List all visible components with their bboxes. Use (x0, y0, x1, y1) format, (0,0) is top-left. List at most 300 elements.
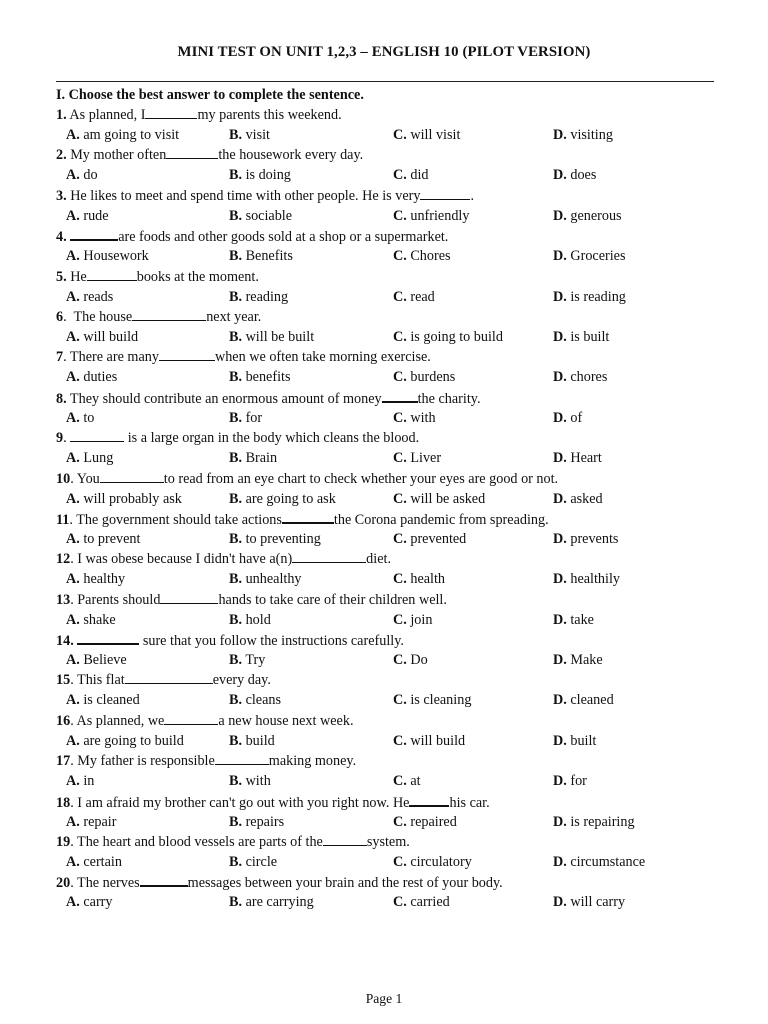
answer-options (56, 893, 736, 913)
question-number: 2. (56, 147, 67, 164)
option-letter: B. (229, 813, 243, 830)
option-text: visiting (570, 127, 613, 143)
option-text: take (570, 611, 594, 628)
question-number: 12 (56, 551, 71, 568)
option-a (66, 449, 113, 468)
question-text-before: . I was obese because I didn't have a(n) (70, 551, 293, 568)
question-stem (56, 873, 736, 893)
option-text: reading (245, 288, 289, 305)
option-d (553, 449, 602, 468)
question-text-before: . You (70, 470, 100, 487)
question-number: 3. (56, 187, 67, 204)
option-letter: A. (66, 409, 80, 426)
option-letter: C. (393, 813, 407, 830)
question-item (56, 793, 736, 833)
answer-options (56, 368, 736, 388)
answer-blank (77, 631, 139, 645)
question-stem (56, 146, 736, 166)
option-letter: D. (553, 207, 567, 224)
option-text: does (570, 167, 597, 184)
option-text: cleans (245, 692, 282, 709)
option-d (553, 409, 582, 428)
option-b (229, 853, 277, 872)
question-number: 5. (56, 268, 67, 285)
option-b (229, 732, 275, 751)
question-text-after: are foods and other goods sold at a shop or a supermarket. (118, 229, 449, 246)
option-text: Believe (83, 652, 127, 669)
answer-options (56, 772, 736, 792)
option-c (393, 207, 469, 226)
question-item (56, 510, 736, 550)
option-letter: D. (553, 409, 567, 426)
option-c (393, 813, 457, 832)
answer-options (56, 490, 736, 510)
question-number: 10 (56, 470, 71, 487)
option-d (553, 893, 625, 912)
question-text-before: . My father is responsible (70, 753, 215, 770)
question-text-after: diet. (366, 551, 391, 568)
option-c (393, 166, 428, 185)
answer-options (56, 126, 736, 146)
page-number: Page 1 (365, 991, 403, 1006)
question-text-before: . There are many (63, 349, 159, 366)
option-c (393, 328, 503, 347)
option-a (66, 247, 149, 266)
option-text: are carrying (245, 894, 314, 911)
option-letter: C. (393, 894, 407, 911)
option-letter: A. (66, 207, 80, 224)
option-text: prevents (570, 530, 619, 547)
option-a (66, 611, 116, 630)
option-letter: D. (553, 732, 567, 749)
option-letter: A. (66, 530, 80, 547)
question-list (56, 106, 736, 914)
question-number: 16 (56, 712, 71, 729)
option-text: at (410, 773, 421, 790)
option-c (393, 288, 435, 307)
option-letter: B. (229, 894, 243, 911)
option-text: repair (83, 813, 117, 830)
question-text-before: . This flat (70, 672, 125, 689)
option-letter: D. (553, 288, 567, 305)
option-c (393, 651, 428, 670)
option-d (553, 570, 620, 589)
option-text: circulatory (410, 854, 472, 871)
option-text: sociable (245, 207, 293, 224)
option-text: of (570, 409, 583, 426)
question-text-after: the charity. (417, 390, 481, 407)
option-d (553, 288, 626, 307)
title-divider (56, 81, 714, 82)
option-text: Groceries (570, 248, 626, 265)
question-text-before: My mother often (66, 147, 167, 164)
option-text: Benefits (245, 248, 293, 265)
option-letter: A. (66, 369, 80, 386)
option-letter: D. (553, 894, 567, 911)
question-stem (56, 187, 736, 207)
option-b (229, 611, 271, 630)
option-text: shake (83, 611, 116, 628)
option-text: cleaned (570, 692, 614, 709)
option-text: unfriendly (410, 207, 470, 224)
option-d (553, 126, 613, 145)
option-a (66, 853, 122, 872)
option-letter: A. (66, 692, 80, 709)
option-text: will visit (410, 127, 461, 143)
option-letter: B. (229, 692, 243, 709)
question-text-before: . The house (63, 308, 133, 325)
option-b (229, 247, 293, 266)
answer-options (56, 166, 736, 186)
option-letter: A. (66, 813, 80, 830)
option-text: read (410, 288, 435, 305)
answer-blank (132, 308, 206, 321)
option-text: in (83, 773, 95, 790)
option-text: build (245, 732, 275, 749)
answer-blank (382, 389, 418, 403)
option-a (66, 691, 140, 710)
option-text: rude (83, 207, 109, 224)
question-number: 14. (56, 633, 74, 650)
question-stem (56, 268, 736, 288)
option-text: is built (570, 328, 610, 345)
answer-blank (140, 873, 188, 887)
option-letter: C. (393, 409, 407, 426)
option-text: do (83, 167, 98, 184)
answer-blank (420, 187, 470, 200)
option-text: will be asked (410, 490, 486, 507)
option-text: chores (570, 369, 608, 386)
question-text-after: a new house next week. (218, 712, 354, 729)
option-b (229, 570, 302, 589)
question-item (56, 470, 736, 510)
question-text-before: . (63, 430, 71, 447)
answer-blank (160, 591, 218, 604)
answer-options (56, 651, 736, 671)
option-letter: B. (229, 167, 243, 184)
option-text: circumstance (570, 854, 646, 871)
option-b (229, 288, 288, 307)
answer-options (56, 853, 736, 873)
option-b (229, 651, 265, 670)
option-b (229, 691, 281, 710)
option-letter: C. (393, 652, 407, 669)
option-text: to (83, 409, 95, 426)
answer-blank (100, 470, 164, 483)
option-text: am going to visit (83, 127, 180, 143)
question-item (56, 429, 736, 469)
option-text: health (410, 571, 446, 588)
question-text-before: . As planned, we (70, 712, 165, 729)
question-item (56, 873, 736, 913)
option-text: is doing (245, 167, 291, 184)
question-item (56, 550, 736, 590)
option-c (393, 409, 436, 428)
option-text: carry (83, 894, 113, 911)
question-text-after: my parents this weekend. (197, 107, 342, 123)
option-c (393, 772, 421, 791)
question-stem (56, 591, 736, 611)
answer-options (56, 328, 736, 348)
option-text: did (410, 167, 429, 184)
option-letter: B. (229, 652, 243, 669)
option-text: visit (245, 127, 271, 143)
answer-blank (159, 348, 215, 361)
option-letter: B. (229, 369, 243, 386)
option-text: generous (570, 207, 622, 224)
answer-blank (164, 712, 218, 725)
question-text-after: to read from an eye chart to check whether your eyes are good or not. (163, 470, 559, 487)
option-text: will carry (570, 894, 626, 911)
question-number: 7 (56, 349, 64, 366)
question-item (56, 187, 736, 227)
option-c (393, 853, 472, 872)
option-letter: A. (66, 167, 80, 184)
option-letter: C. (393, 692, 407, 709)
question-stem (56, 389, 736, 409)
option-a (66, 732, 184, 751)
option-text: are going to ask (245, 490, 336, 507)
option-letter: D. (553, 652, 567, 669)
option-letter: D. (553, 369, 567, 386)
option-b (229, 490, 336, 509)
option-letter: C. (393, 288, 407, 305)
option-letter: B. (229, 571, 243, 588)
option-text: is reading (570, 288, 626, 305)
option-letter: C. (393, 854, 407, 871)
option-letter: D. (553, 490, 567, 507)
option-text: benefits (245, 369, 291, 386)
option-text: duties (83, 369, 118, 386)
option-c (393, 126, 460, 145)
question-item (56, 106, 736, 146)
option-text: is repairing (570, 813, 635, 830)
question-number: 19 (56, 834, 71, 851)
option-c (393, 247, 451, 266)
question-number: 6 (56, 308, 64, 325)
answer-blank (292, 550, 366, 563)
option-text: hold (245, 611, 271, 628)
answer-options (56, 530, 736, 550)
option-text: asked (570, 490, 603, 507)
option-letter: D. (553, 450, 567, 467)
question-stem (56, 752, 736, 772)
option-letter: C. (393, 773, 407, 790)
option-text: circle (245, 854, 278, 871)
option-text: with (245, 773, 271, 790)
option-a (66, 893, 112, 912)
option-c (393, 490, 485, 509)
answer-options (56, 449, 736, 469)
option-letter: A. (66, 652, 80, 669)
question-stem (56, 793, 736, 813)
option-d (553, 368, 607, 387)
option-text: Lung (83, 450, 114, 467)
question-stem (56, 510, 736, 530)
option-d (553, 611, 594, 630)
option-a (66, 772, 94, 791)
option-letter: A. (66, 288, 80, 305)
option-text: will build (410, 732, 466, 749)
option-c (393, 368, 455, 387)
question-number: 20 (56, 875, 71, 892)
question-item (56, 308, 736, 348)
option-c (393, 691, 471, 710)
option-text: is cleaning (410, 692, 472, 709)
question-stem (56, 308, 736, 328)
option-a (66, 368, 117, 387)
question-number: 4. (56, 229, 67, 246)
answer-options (56, 207, 736, 227)
option-b (229, 449, 277, 468)
question-number: 9 (56, 430, 64, 447)
option-letter: D. (553, 773, 567, 790)
question-text-before: . The heart and blood vessels are parts of the (70, 834, 323, 851)
option-b (229, 166, 291, 185)
question-item (56, 389, 736, 429)
answer-blank (282, 510, 334, 524)
question-stem (56, 348, 736, 368)
option-b (229, 126, 270, 145)
option-letter: B. (229, 409, 243, 426)
question-text-after: hands to take care of their children well. (218, 591, 447, 608)
answer-blank (70, 227, 118, 241)
option-a (66, 570, 125, 589)
question-text-after: making money. (268, 753, 357, 770)
question-text-before: As planned, I (66, 107, 146, 123)
question-item (56, 268, 736, 308)
option-text: will probably ask (83, 490, 182, 507)
answer-blank (323, 833, 367, 846)
option-a (66, 288, 113, 307)
option-text: prevented (410, 530, 467, 547)
question-item (56, 631, 736, 671)
option-letter: C. (393, 207, 407, 224)
option-a (66, 651, 127, 670)
question-text-after: his car. (449, 794, 490, 811)
question-item (56, 227, 736, 267)
answer-blank (125, 671, 213, 684)
question-text-after: books at the moment. (136, 268, 259, 285)
option-letter: C. (393, 167, 407, 184)
option-text: Brain (245, 450, 278, 467)
question-text-before: They should contribute an enormous amount of money (66, 390, 382, 407)
question-stem (56, 470, 736, 490)
option-letter: B. (229, 288, 243, 305)
option-d (553, 530, 618, 549)
question-stem (56, 671, 736, 691)
option-letter: A. (66, 611, 80, 628)
option-letter: D. (553, 127, 567, 143)
option-text: for (570, 773, 587, 790)
option-letter: A. (66, 490, 80, 507)
answer-blank (145, 106, 197, 119)
option-d (553, 651, 603, 670)
question-text-after: is a large organ in the body which cleans the blood. (124, 430, 420, 447)
option-a (66, 166, 98, 185)
option-text: is going to build (410, 328, 503, 345)
question-item (56, 752, 736, 792)
answer-blank (409, 793, 449, 807)
option-c (393, 570, 445, 589)
option-d (553, 328, 609, 347)
question-text-before: . Parents should (70, 591, 161, 608)
answer-blank (70, 429, 124, 442)
option-d (553, 732, 596, 751)
option-letter: D. (553, 571, 567, 588)
question-item (56, 591, 736, 631)
question-stem (56, 631, 736, 651)
question-text-after: next year. (206, 308, 262, 325)
option-letter: B. (229, 854, 243, 871)
option-letter: A. (66, 773, 80, 790)
option-letter: D. (553, 692, 567, 709)
option-letter: D. (553, 530, 567, 547)
option-letter: B. (229, 732, 243, 749)
option-text: to prevent (83, 530, 141, 547)
option-letter: A. (66, 732, 80, 749)
question-stem (56, 550, 736, 570)
question-number: 1. (56, 107, 67, 123)
option-letter: B. (229, 450, 243, 467)
option-text: Try (245, 652, 266, 669)
option-text: will build (83, 328, 139, 345)
option-b (229, 368, 290, 387)
option-b (229, 409, 262, 428)
question-item (56, 712, 736, 752)
answer-options (56, 409, 736, 429)
question-text-after: messages between your brain and the rest of your body. (187, 875, 503, 892)
option-text: join (410, 611, 433, 628)
option-d (553, 490, 603, 509)
question-item (56, 348, 736, 388)
question-stem (56, 833, 736, 853)
answer-blank (87, 268, 137, 281)
answer-options (56, 813, 736, 833)
answer-options (56, 732, 736, 752)
option-d (553, 247, 626, 266)
question-item (56, 833, 736, 873)
option-b (229, 772, 271, 791)
question-text-after: sure that you follow the instructions carefully. (139, 633, 404, 650)
question-number: 15 (56, 672, 71, 689)
question-text-before: . The nerves (70, 875, 140, 892)
option-a (66, 530, 140, 549)
option-text: will be built (245, 328, 315, 345)
question-text-before: He (66, 268, 87, 285)
question-text-before: He likes to meet and spend time with other people. He is very (66, 187, 421, 204)
option-letter: C. (393, 530, 407, 547)
question-stem (56, 227, 736, 247)
option-letter: B. (229, 773, 243, 790)
question-number: 17 (56, 753, 71, 770)
question-item (56, 146, 736, 186)
option-text: Make (570, 652, 603, 669)
option-text: Chores (410, 248, 451, 265)
question-text-after: the housework every day. (218, 147, 364, 164)
answer-options (56, 570, 736, 590)
option-letter: D. (553, 611, 567, 628)
option-letter: C. (393, 732, 407, 749)
option-text: burdens (410, 369, 456, 386)
option-letter: B. (229, 530, 243, 547)
question-text-before: . I am afraid my brother can't go out with you right now. He (70, 794, 410, 811)
option-b (229, 328, 314, 347)
option-text: is cleaned (83, 692, 140, 709)
answer-options (56, 288, 736, 308)
option-letter: A. (66, 571, 80, 588)
option-text: built (570, 732, 597, 749)
